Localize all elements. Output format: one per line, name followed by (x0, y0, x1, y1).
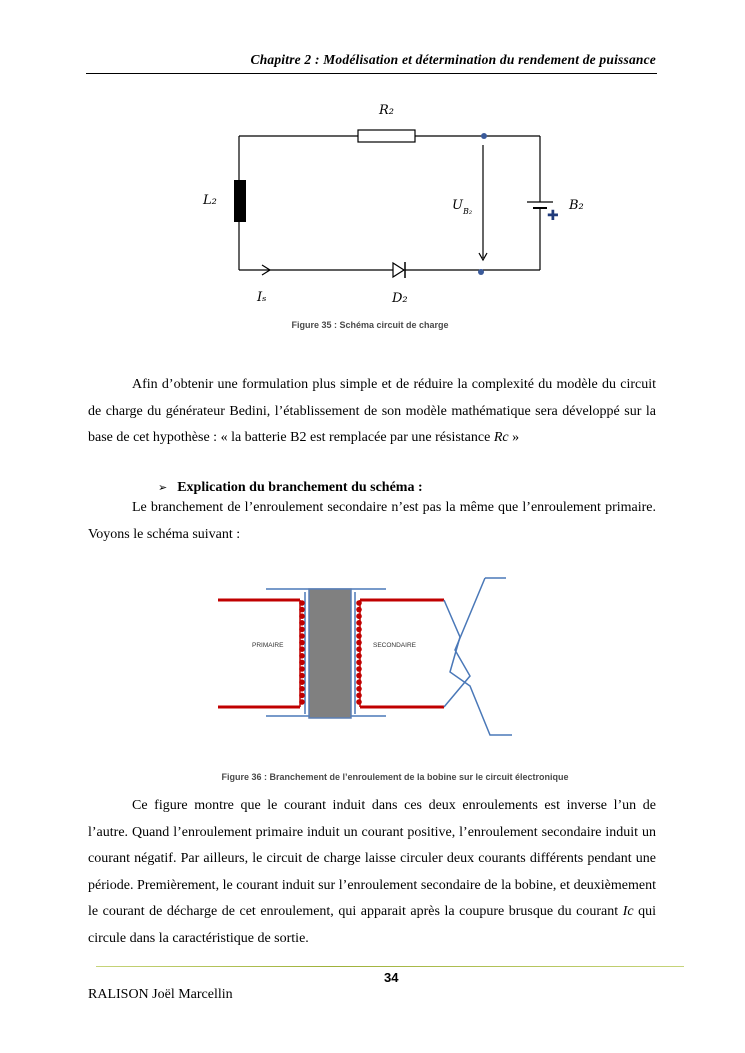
coil-turn (356, 646, 362, 652)
coil-turn (356, 600, 362, 606)
footer-rule (96, 966, 684, 967)
paragraph-hypothesis: Afin d’obtenir une formulation plus simple et de réduire la complexité du modèle du circuit de charge du générateur Bedini, l’établissement de son modèle mathématique sera développé sur la base de cet hypothèse : « la batterie B2 est remplacée par une résistance Rc » (88, 377, 656, 445)
coil-turn (299, 620, 305, 626)
coil-turn (299, 666, 305, 672)
label-d2: D₂ (392, 291, 408, 306)
coil-turn (356, 673, 362, 679)
label-ub2-sub: B₂ (463, 207, 473, 216)
crossed-wire-a (444, 600, 512, 735)
coil-turn (299, 693, 305, 699)
coil-turn (299, 613, 305, 619)
coil-turn (299, 627, 305, 633)
bullet-arrow-icon: ➢ (158, 481, 168, 494)
coil-turn (299, 660, 305, 666)
section-heading: ➢ Explication du branchement du schéma : (158, 480, 423, 495)
node-bottom (478, 269, 484, 275)
label-is: Iₛ (257, 290, 267, 305)
label-primary: PRIMAIRE (252, 642, 284, 649)
coil-turn (356, 666, 362, 672)
coil-turn (356, 653, 362, 659)
header-rule (86, 73, 657, 74)
coil-turn (356, 613, 362, 619)
coil-turn (356, 627, 362, 633)
paragraph-intro: Le branchement de l’enroulement secondaire n’est pas la même que l’enroulement primaire. Voyons le schéma suivant : (88, 500, 656, 542)
diode-d2 (393, 263, 404, 277)
coil-turn (299, 607, 305, 613)
coil-turn (356, 699, 362, 705)
coil-turn (356, 640, 362, 646)
figure-36-winding (0, 570, 745, 760)
page-number: 34 (384, 970, 399, 985)
chapter-header: Chapitre 2 : Modélisation et détermination du rendement de puissance (250, 52, 656, 67)
coil-turn (356, 679, 362, 685)
figure-36-caption: Figure 36 : Branchement de l’enroulement de la bobine sur le circuit électronique (221, 772, 569, 782)
label-r2: R₂ (379, 103, 394, 118)
plus-icon: ✚ (547, 208, 559, 224)
label-b2: B₂ (569, 198, 584, 213)
coil-turn (356, 693, 362, 699)
coil-turn (299, 686, 305, 692)
coil-turn (356, 607, 362, 613)
author-name: RALISON Joël Marcellin (88, 987, 233, 1002)
coil-turn (356, 660, 362, 666)
coil-turn (299, 600, 305, 606)
coil-turn (299, 679, 305, 685)
figure-35-circuit (0, 90, 745, 320)
coil-turn (299, 640, 305, 646)
label-l2: L₂ (203, 193, 217, 208)
paragraph-explanation: Ce figure montre que le courant induit dans ces deux enroulements est inverse l’un de l’autre. Quand l’enroulement primaire induit un courant positive, l’enroulement secondaire induit un courant négatif. Par ailleurs, le circuit de charge laisse circuler deux courants différents pendant une période. Premièrement, le courant induit sur l’enroulement secondaire de la bobine, et deuxièmement le courant de décharge de cet enroulement, qui apparait après la coupure brusque du courant Ic qui circule dans la caractéristique de sortie. (88, 798, 657, 946)
iron-core (309, 589, 351, 718)
secondary-coil (356, 600, 362, 705)
coil-turn (356, 686, 362, 692)
resistor-r2 (358, 130, 415, 142)
coil-turn (356, 620, 362, 626)
coil-turn (299, 646, 305, 652)
coil-turn (299, 673, 305, 679)
node-top (481, 133, 487, 139)
figure-35-caption: Figure 35 : Schéma circuit de charge (291, 320, 449, 330)
coil-turn (299, 699, 305, 705)
label-secondary: SECONDAIRE (373, 642, 416, 649)
coil-turn (356, 633, 362, 639)
label-ub2: U (452, 198, 463, 213)
crossed-wire-b (444, 578, 485, 707)
coil-turn (299, 633, 305, 639)
coil-turn (299, 653, 305, 659)
inductor-l2 (234, 180, 246, 222)
